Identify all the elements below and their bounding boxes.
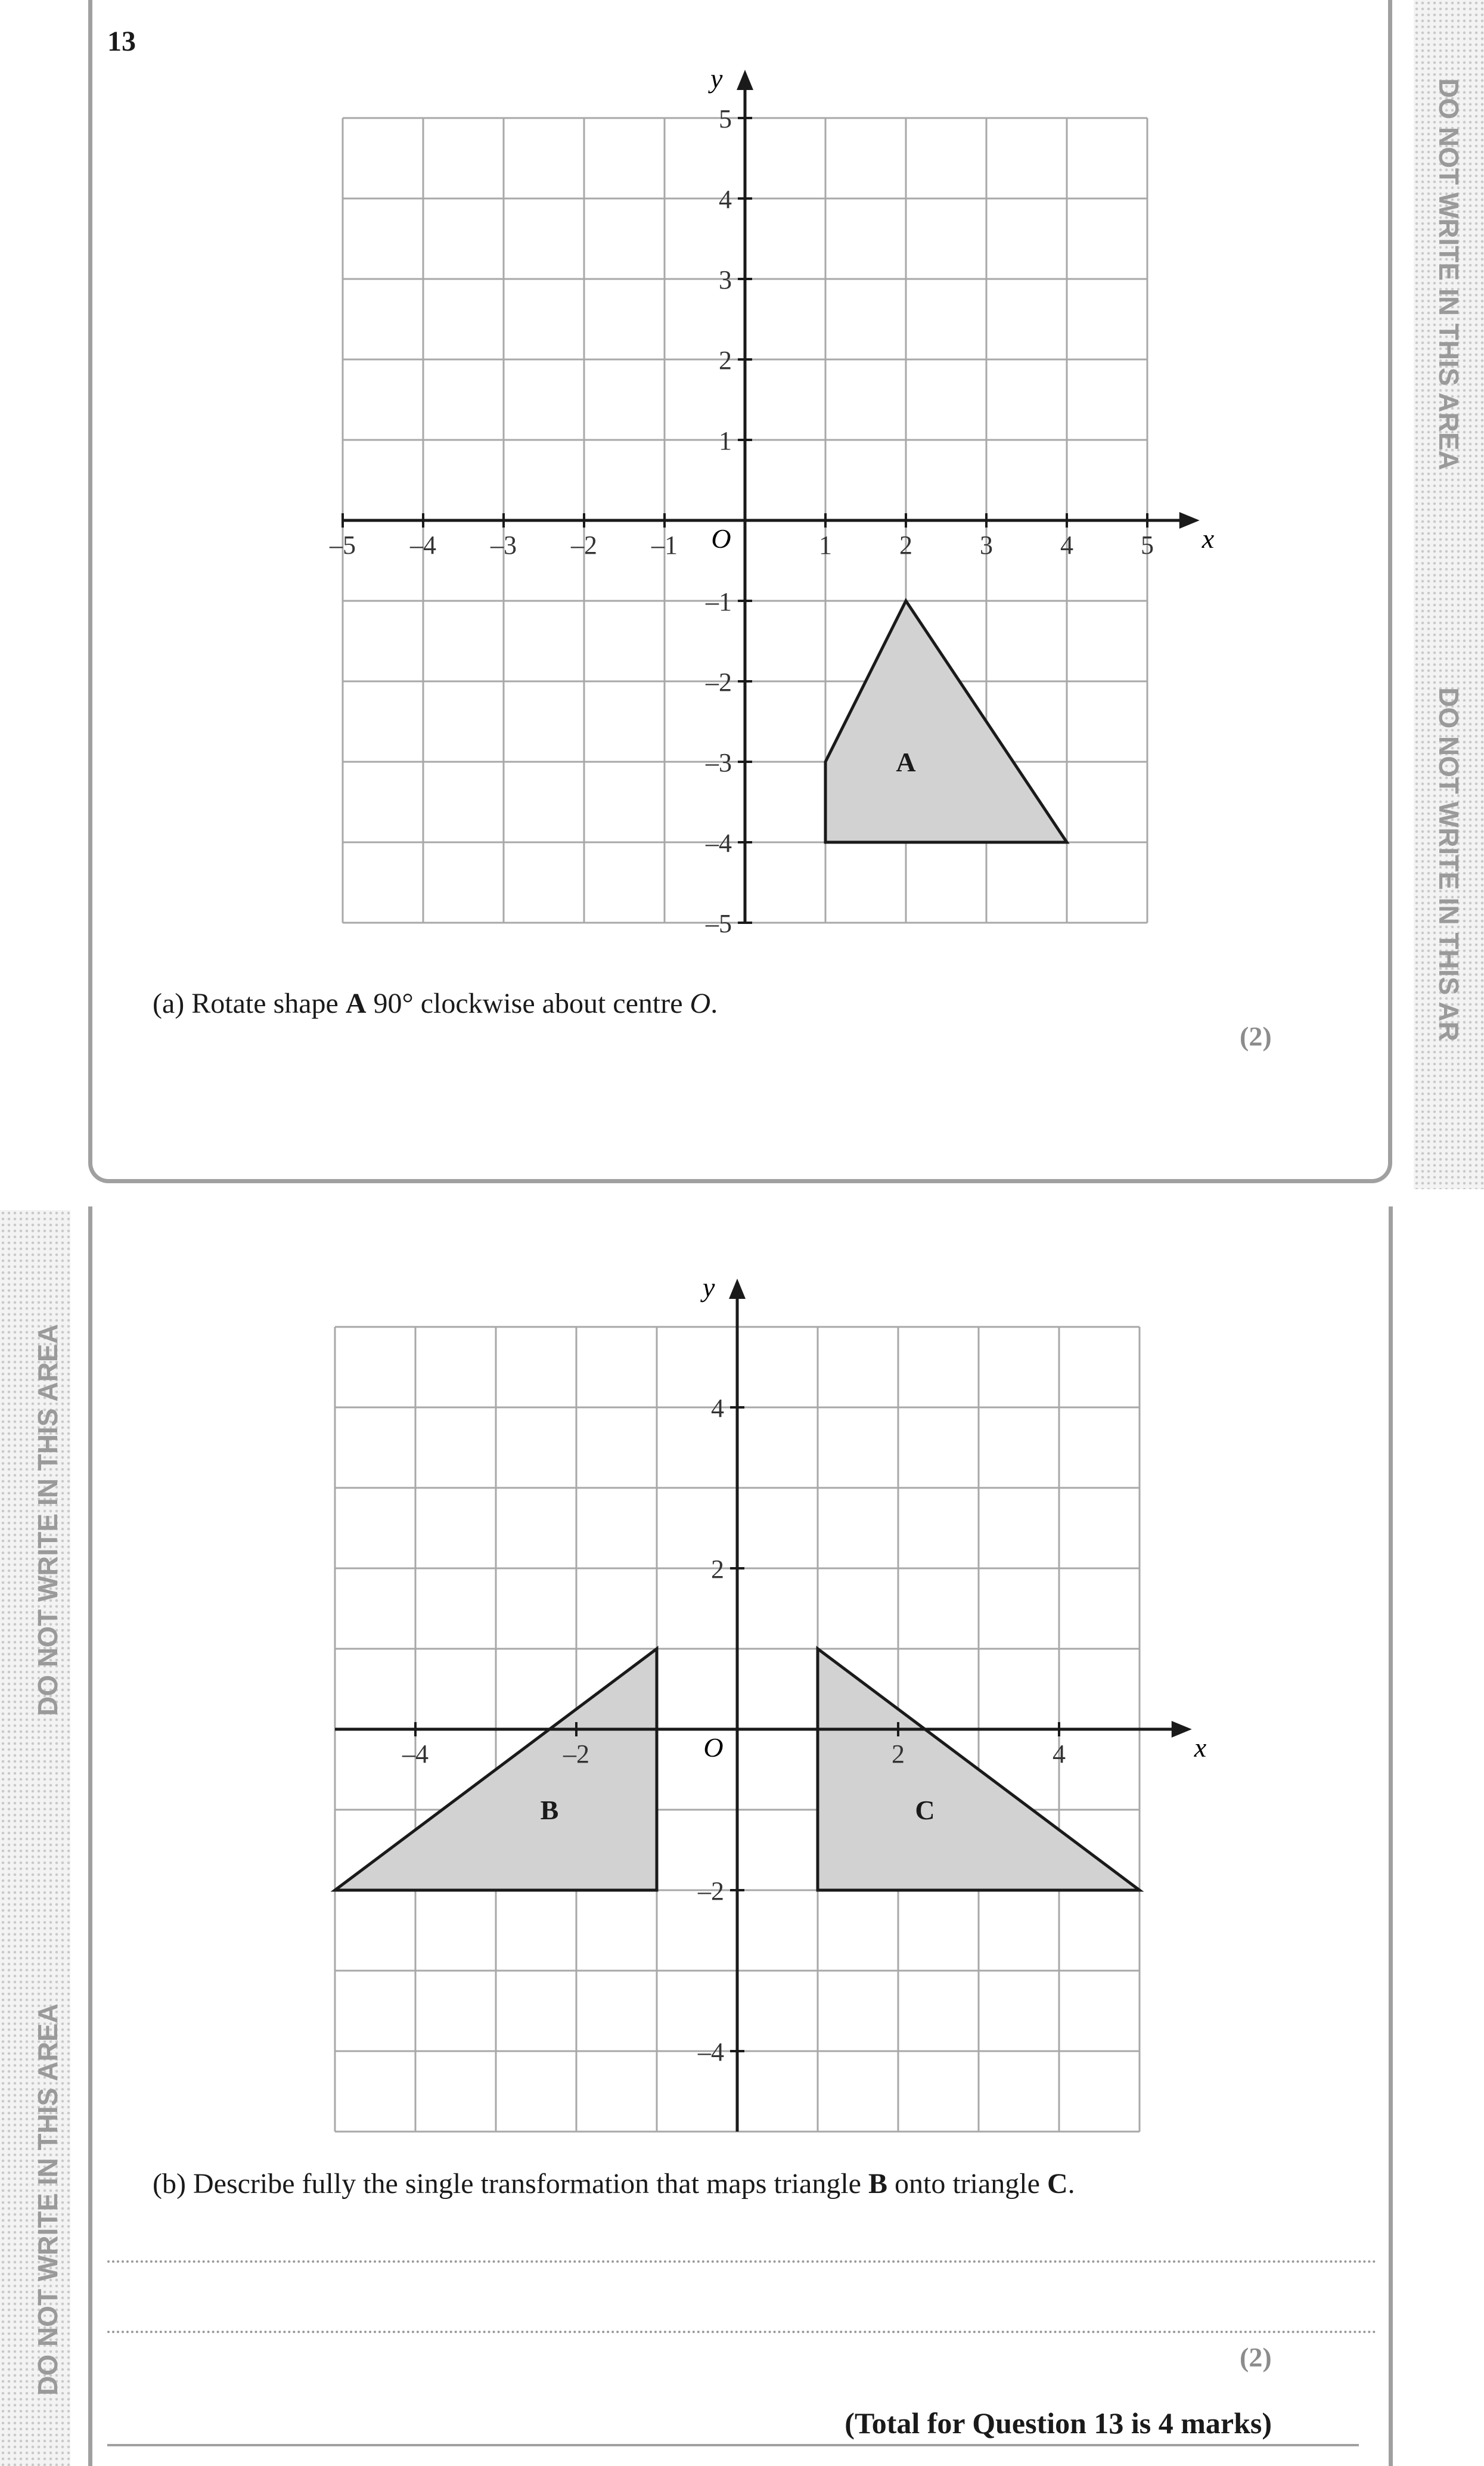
y-tick-label: 5 <box>719 104 732 134</box>
y-tick-label: –2 <box>706 668 732 697</box>
part-b-prefix: (b) Describe fully the single transformation that maps triangle <box>153 2168 868 2200</box>
y-axis-arrowhead <box>737 70 753 90</box>
x-tick-label: 1 <box>819 531 832 560</box>
y-tick-label: 4 <box>719 185 732 214</box>
y-tick-label: 4 <box>711 1394 724 1423</box>
y-tick-label: –4 <box>706 829 732 858</box>
y-tick-label: –3 <box>706 748 732 777</box>
x-tick-label: –5 <box>330 531 356 560</box>
y-axis-arrowhead <box>729 1279 746 1299</box>
x-tick-label: 2 <box>892 1739 905 1769</box>
x-tick-label: –4 <box>402 1739 429 1769</box>
answer-line-2[interactable] <box>107 2331 1377 2333</box>
origin-label: O <box>703 1732 724 1763</box>
x-axis-label: x <box>1202 523 1215 554</box>
x-axis-arrowhead <box>1172 1721 1192 1738</box>
question-total: (Total for Question 13 is 4 marks) <box>845 2406 1272 2440</box>
y-tick-label: –4 <box>698 2037 724 2067</box>
margin-warning-right-bottom: DO NOT WRITE IN THIS AR <box>1433 687 1464 1041</box>
y-axis-label: y <box>703 1272 715 1302</box>
x-tick-label: 4 <box>1053 1739 1066 1769</box>
x-tick-label: 4 <box>1060 531 1073 560</box>
x-tick-label: –2 <box>563 1739 589 1769</box>
y-tick-label: –5 <box>706 909 732 938</box>
part-a-marks: (2) <box>1240 1021 1272 1051</box>
y-tick-label: –1 <box>706 587 732 616</box>
part-b-shape-2: C <box>1047 2168 1068 2200</box>
x-axis-arrowhead <box>1179 512 1200 529</box>
y-tick-label: 2 <box>711 1555 724 1584</box>
answer-line-1[interactable] <box>107 2260 1377 2263</box>
x-tick-label: 5 <box>1141 531 1154 560</box>
margin-warning-left-top: DO NOT WRITE IN THIS AREA <box>32 1324 63 1716</box>
bottom-rule <box>107 2444 1359 2446</box>
shape-label-b: B <box>540 1795 559 1825</box>
origin-label: O <box>711 523 731 554</box>
part-b-shape-1: B <box>868 2168 887 2200</box>
part-a-prefix: (a) Rotate shape <box>153 988 346 1019</box>
coordinate-grid-a <box>0 0 1484 1013</box>
x-tick-label: –4 <box>410 531 436 560</box>
margin-warning-right-top: DO NOT WRITE IN THIS AREA <box>1433 78 1464 470</box>
part-a-question <box>153 987 718 1020</box>
x-tick-label: 2 <box>899 531 912 560</box>
part-a-shape: A <box>345 988 367 1019</box>
part-b-marks: (2) <box>1240 2342 1272 2372</box>
margin-warning-left-bottom: DO NOT WRITE IN THIS AREA <box>32 2003 63 2396</box>
part-a-suffix: . <box>710 988 718 1019</box>
y-tick-label: 3 <box>719 265 732 294</box>
x-axis-label: x <box>1194 1732 1207 1763</box>
shape-a <box>825 601 1067 842</box>
part-b-suffix: . <box>1067 2168 1075 2200</box>
shape-label-a: A <box>896 747 916 777</box>
part-b-question <box>153 2167 1075 2200</box>
x-tick-label: 3 <box>980 531 993 560</box>
x-tick-label: –2 <box>571 531 597 560</box>
coordinate-grid-b <box>0 1216 1484 2134</box>
y-axis-label: y <box>710 63 723 94</box>
y-tick-label: –2 <box>698 1876 724 1906</box>
x-tick-label: –3 <box>490 531 517 560</box>
x-tick-label: –1 <box>651 531 678 560</box>
part-a-centre: O <box>690 988 711 1019</box>
part-b-middle: onto triangle <box>887 2168 1047 2200</box>
part-a-middle: 90° clockwise about centre <box>366 988 690 1019</box>
y-tick-label: 1 <box>719 426 732 455</box>
y-tick-label: 2 <box>719 346 732 375</box>
shape-label-c: C <box>915 1795 935 1825</box>
question-number: 13 <box>107 26 136 57</box>
